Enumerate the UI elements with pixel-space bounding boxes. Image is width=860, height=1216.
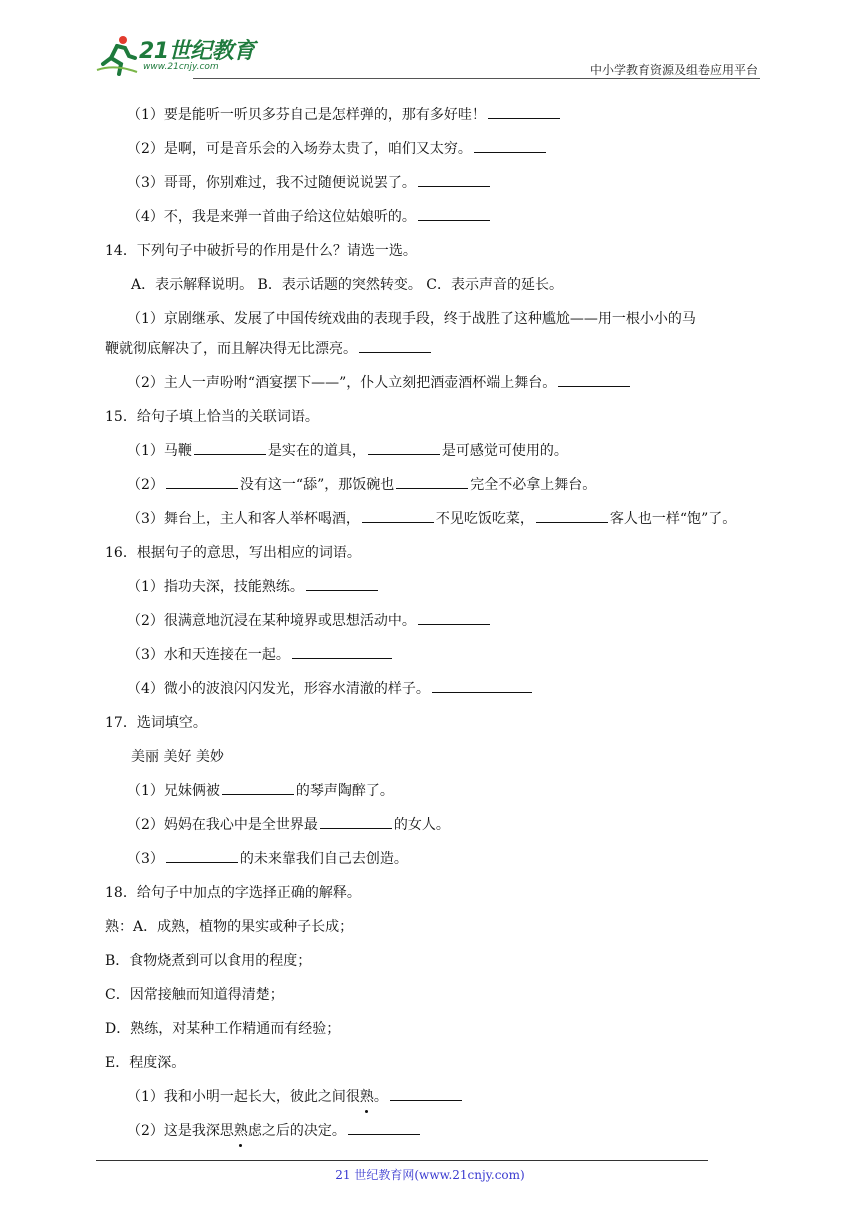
answer-blank[interactable]	[222, 780, 294, 795]
answer-blank[interactable]	[396, 474, 468, 489]
answer-blank[interactable]	[536, 508, 608, 523]
answer-blank[interactable]	[558, 372, 630, 387]
q18-def-d: D．熟练，对某种工作精通而有经验；	[105, 1021, 341, 1037]
q14-item-2: （2）主人一声吩咐“酒宴摆下——”，仆人立刻把酒壶酒杯端上舞台。	[105, 372, 765, 406]
q16-item-4: （4）微小的波浪闪闪发光，形容水清澈的样子。	[105, 678, 765, 712]
q18-item-2: （2）这是我深思熟虑之后的决定。	[105, 1120, 765, 1154]
q16-title: 16．根据句子的意思，写出相应的词语。	[105, 545, 361, 561]
q14-item-1: （1）京剧继承、发展了中国传统戏曲的表现手段，终于战胜了这种尴尬——用一根小小的马	[127, 311, 696, 327]
platform-name: 中小学教育资源及组卷应用平台	[589, 63, 758, 77]
q18-item-1: （1）我和小明一起长大，彼此之间很熟。	[105, 1086, 765, 1120]
answer-blank[interactable]	[488, 104, 560, 119]
answer-blank[interactable]	[194, 440, 266, 455]
answer-blank[interactable]	[166, 474, 238, 489]
q17-item-1: （1）兄妹俩被 的琴声陶醉了。	[105, 780, 765, 814]
document-body	[105, 104, 765, 1154]
q17-word-choices: 美丽 美好 美妙	[131, 749, 224, 765]
answer-blank[interactable]	[474, 138, 546, 153]
q14-item-1-cont: 鞭就彻底解决了，而且解决得无比漂亮。	[105, 338, 765, 372]
site-logo[interactable]	[95, 32, 260, 76]
q13-item-3: （3）哥哥，你别难过，我不过随便说说罢了。	[105, 172, 765, 206]
answer-blank[interactable]	[368, 440, 440, 455]
answer-blank[interactable]	[432, 678, 532, 693]
q13-item-4: （4）不，我是来弹一首曲子给这位姑娘听的。	[105, 206, 765, 240]
dotted-character: 熟	[360, 1086, 374, 1108]
q16-item-1: （1）指功夫深，技能熟练。	[105, 576, 765, 610]
q18-title: 18．给句子中加点的字选择正确的解释。	[105, 885, 361, 901]
dotted-character: 熟	[234, 1120, 248, 1142]
q14-options: A．表示解释说明。 B．表示话题的突然转变。 C．表示声音的延长。	[131, 277, 564, 293]
running-person-icon	[95, 34, 139, 78]
footer-link[interactable]: 21 世纪教育网(www.21cnjy.com)	[335, 1168, 525, 1182]
q14-title: 14．下列句子中破折号的作用是什么？请选一选。	[105, 243, 417, 259]
header-divider	[193, 78, 760, 79]
q18-def-b: B．食物烧煮到可以食用的程度；	[105, 953, 312, 969]
q17-item-2: （2）妈妈在我心中是全世界最 的女人。	[105, 814, 765, 848]
q18-def-a: 熟：A．成熟，植物的果实或种子长成；	[105, 919, 354, 935]
answer-blank[interactable]	[418, 206, 490, 221]
q16-item-2: （2）很满意地沉浸在某种境界或思想活动中。	[105, 610, 765, 644]
answer-blank[interactable]	[348, 1120, 420, 1135]
answer-blank[interactable]	[292, 644, 392, 659]
logo-url: www.21cnjy.com	[143, 62, 219, 72]
q18-def-e: E．程度深。	[105, 1055, 186, 1071]
q17-title: 17．选词填空。	[105, 715, 207, 731]
q15-item-1: （1）马鞭 是实在的道具， 是可感觉可使用的。	[105, 440, 765, 474]
q13-item-2: （2）是啊，可是音乐会的入场券太贵了，咱们又太穷。	[105, 138, 765, 172]
answer-blank[interactable]	[306, 576, 378, 591]
page-header	[95, 28, 760, 80]
q16-item-3: （3）水和天连接在一起。	[105, 644, 765, 678]
q17-item-3: （3） 的未来靠我们自己去创造。	[105, 848, 765, 882]
logo-name: 21世纪教育	[139, 39, 255, 64]
answer-blank[interactable]	[320, 814, 392, 829]
answer-blank[interactable]	[418, 610, 490, 625]
q15-item-2: （2） 没有这一“舔”，那饭碗也 完全不必拿上舞台。	[105, 474, 765, 508]
answer-blank[interactable]	[359, 338, 431, 353]
answer-blank[interactable]	[362, 508, 434, 523]
footer-divider	[96, 1160, 708, 1161]
q15-title: 15．给句子填上恰当的关联词语。	[105, 409, 319, 425]
q18-def-c: C．因常接触而知道得清楚；	[105, 987, 284, 1003]
answer-blank[interactable]	[166, 848, 238, 863]
q15-item-3: （3）舞台上，主人和客人举杯喝酒， 不见吃饭吃菜， 客人也一样“饱”了。	[105, 508, 765, 542]
q13-item-1: （1）要是能听一听贝多芬自己是怎样弹的，那有多好哇！	[105, 104, 765, 138]
answer-blank[interactable]	[418, 172, 490, 187]
answer-blank[interactable]	[390, 1086, 462, 1101]
